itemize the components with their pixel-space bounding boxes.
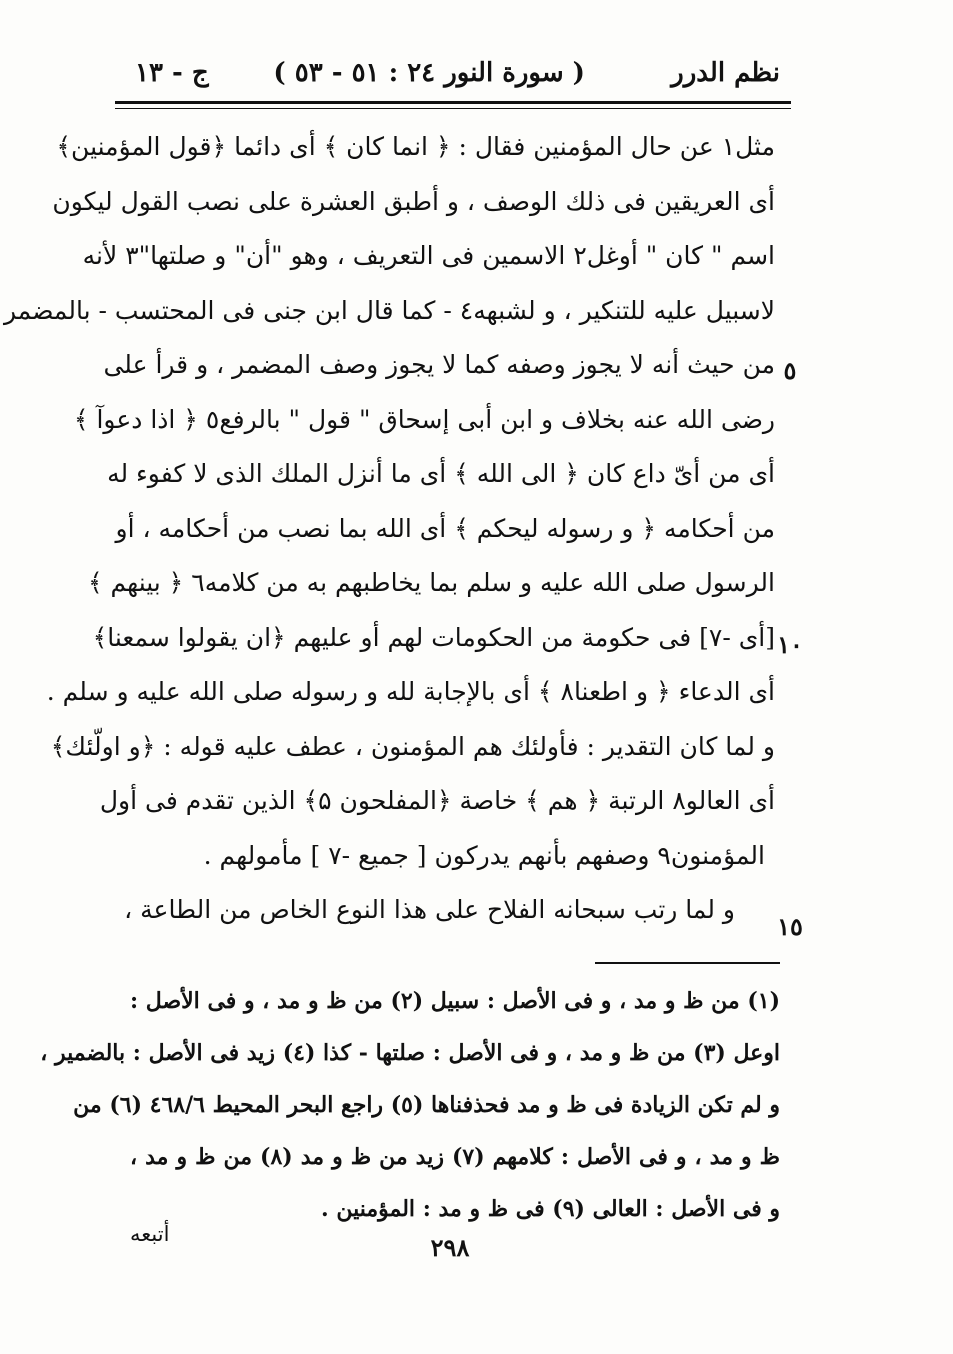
text-line: أى العالو٨ الرتبة ﴿ هم ﴾ خاصة ﴿المفلحون ۵﴾ الذين تقدم فى أول <box>99 786 775 815</box>
text-line: و لما كان التقدير : فأولئك هم المؤمنون ، عطف عليه قوله : ﴿و اولّئك﴾ <box>50 731 775 761</box>
footnote-line: و لم تكن الزيادة فى ظ و مد فحذفناها (٥) راجع البحر المحيط ٤٦٨/٦ (٦) من <box>73 1092 780 1118</box>
footnote-line: و فى الأصل : العالى (٩) فى ظ و مد : المؤمنين . <box>321 1196 780 1222</box>
main-text <box>3 120 775 938</box>
text-line: [أى -٧] فى حكومة من الحكومات لهم أو عليهم ﴿ان يقولوا سمعنا﴾ <box>92 622 775 652</box>
footnote-line: (١) من ظ و مد ، و فى الأصل : سبيل (٢) من ظ و مد ، و فى الأصل : <box>130 988 780 1014</box>
line-number-10: ١٠ <box>777 630 803 659</box>
running-header <box>110 52 790 96</box>
footnote-line: ظ و مد ، و فى الأصل : كلامهم (٧) زيد من ظ و مد (٨) من ظ و مد ، <box>130 1144 781 1170</box>
footnotes <box>40 975 781 1235</box>
text-line: من حيث أنه لا يجوز وصفه كما لا يجوز وصف المضمر ، و قرأ على <box>103 350 775 379</box>
line-number-15: ١٥ <box>777 912 803 941</box>
page-number: ٢٩٨ <box>430 1233 470 1262</box>
line-number-5: ٥ <box>783 356 797 385</box>
header-rule-thick <box>115 101 791 104</box>
footnote-separator <box>595 962 780 964</box>
text-line: أى العريقين فى ذلك الوصف ، و أطبق العشرة على نصب القول ليكون <box>52 186 775 216</box>
text-line: لاسبيل عليه للتنكير ، و لشبهه٤ - كما قال ابن جنى فى المحتسب - بالمضمر <box>3 295 775 325</box>
text-line: المؤمنون٩ وصفهم بأنهم يدركون [ جميع -٧ ] مأمولهم . <box>203 840 765 870</box>
footnote-line: اوعل (٣) من ظ و مد ، و فى الأصل : صلتها - كذا (٤) زيد فى الأصل : بالضمير ، <box>40 1040 780 1066</box>
text-line: أى من أىّ داع كان ﴿ الى الله ﴾ أى ما أنزل الملك الذى لا كفوء له <box>107 459 775 488</box>
book-title: نظم الدرر <box>671 58 780 88</box>
text-line: مثل١ عن حال المؤمنين فقال : ﴿ انما كان ﴾ أى دائما ﴿قول المؤمنين﴾ <box>56 132 775 161</box>
text-line: رضى الله عنه بخلاف و ابن أبى إسحاق " قول " بالرفع٥ ﴿ اذا دعوآ ﴾ <box>73 404 775 434</box>
text-line: الرسول صلى الله عليه و سلم بما يخاطبهم به من كلامه٦ ﴿ بينهم ﴾ <box>87 568 775 597</box>
text-line: و لما رتب سبحانه الفلاح على هذا النوع الخاص من الطاعة ، <box>124 895 735 924</box>
catchword: أتبعه <box>130 1222 170 1246</box>
text-line: أى الدعاء ﴿ و اطعنا٨ ﴾ أى بالإجابة لله و رسوله صلى الله عليه و سلم . <box>46 677 775 706</box>
volume-label: ج - ١٣ <box>135 58 209 88</box>
text-line: من أحكامه ﴿ و رسوله ليحكم ﴾ أى الله بما نصب من أحكامه ، أو <box>115 513 775 543</box>
header-rule-thin <box>115 108 791 109</box>
surah-range: ( سورة النور ٢٤ : ٥١ - ٥٣ ) <box>273 58 585 88</box>
text-line: اسم " كان " أوغل٢ الاسمين فى التعريف ، وهو "أن" و صلتها"٣ لأنه <box>82 241 775 270</box>
